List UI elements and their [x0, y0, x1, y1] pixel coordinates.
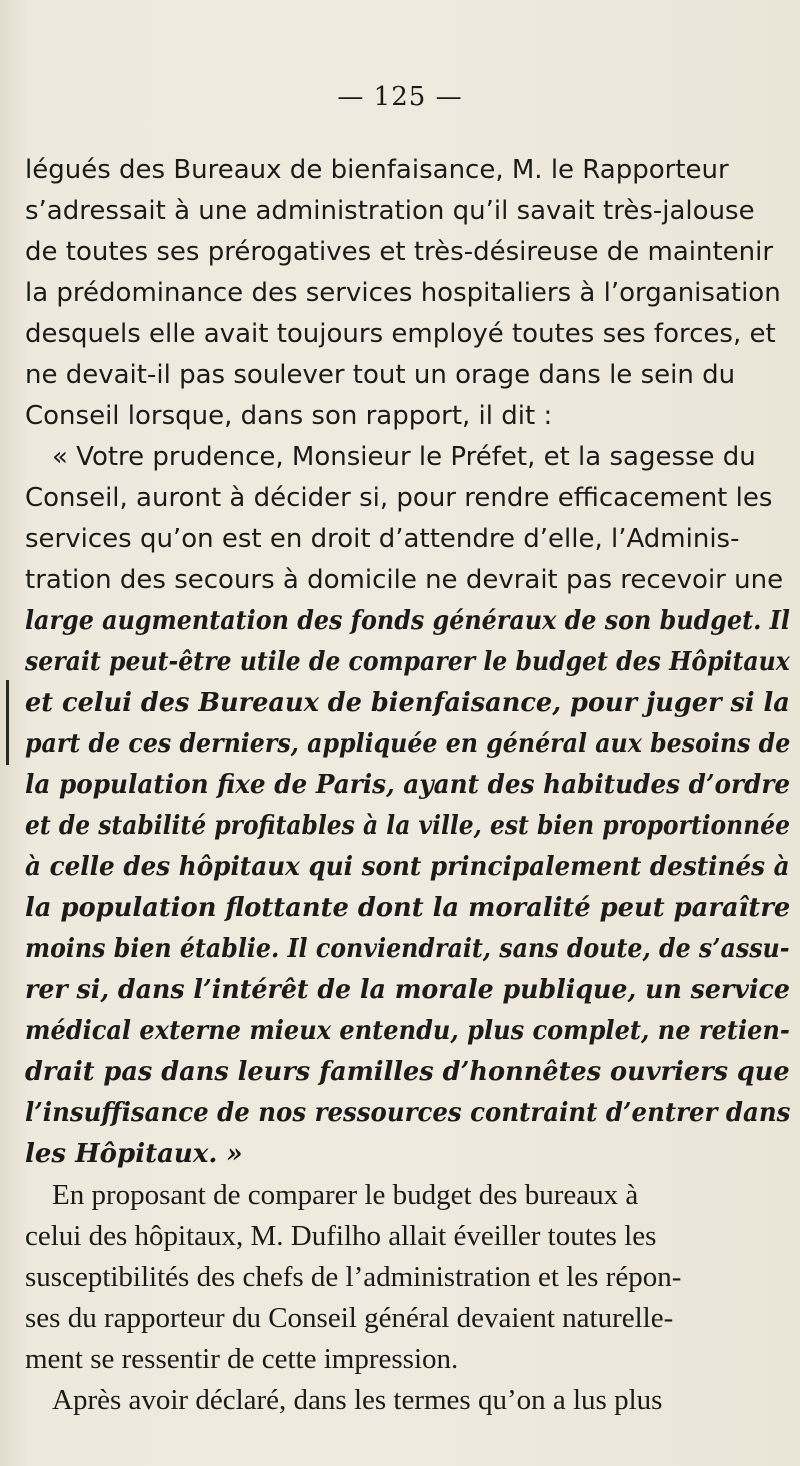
text-line: serait peut-être utile de comparer le budget des Hôpitaux — [25, 647, 790, 677]
text-line: à celle des hôpitaux qui sont principalement destinés à — [25, 852, 790, 882]
text-line: drait pas dans leurs familles d’honnêtes ouvriers que — [25, 1057, 790, 1087]
text-line: de toutes ses prérogatives et très-désireuse de maintenir — [25, 237, 774, 267]
text-line: Conseil lorsque, dans son rapport, il dit : — [25, 401, 553, 431]
text-line: légués des Bureaux de bienfaisance, M. le Rapporteur — [25, 155, 729, 185]
text-line: médical externe mieux entendu, plus complet, ne retien- — [25, 1016, 790, 1046]
text-line: tration des secours à domicile ne devrait pas recevoir une — [25, 565, 784, 595]
text-line: ment se ressentir de cette impression. — [25, 1343, 459, 1375]
text-line: moins bien établie. Il conviendrait, sans doute, de s’assu- — [25, 934, 790, 964]
text-line: celui des hôpitaux, M. Dufilho allait éveiller toutes les — [25, 1220, 657, 1252]
text-line: ne devait-il pas soulever tout un orage dans le sein du — [25, 360, 736, 390]
text-line: ses du rapporteur du Conseil général devaient naturelle- — [25, 1302, 674, 1334]
page-number: — 125 — — [337, 82, 463, 112]
text-line: s’adressait à une administration qu’il savait très-jalouse — [25, 196, 755, 226]
text-line: part de ces derniers, appliquée en général aux besoins de — [25, 729, 791, 759]
margin-rule — [6, 680, 9, 765]
text-line: « Votre prudence, Monsieur le Préfet, et la sagesse du — [52, 442, 756, 472]
text-line: En proposant de comparer le budget des bureaux à — [52, 1179, 639, 1211]
text-line: et celui des Bureaux de bienfaisance, pour juger si la — [25, 688, 790, 718]
text-line: et de stabilité profitables à la ville, est bien proportionnée — [25, 811, 790, 841]
text-line: Après avoir déclaré, dans les termes qu’on a lus plus — [52, 1384, 663, 1416]
text-line: susceptibilités des chefs de l’administration et les répon- — [25, 1261, 682, 1293]
text-line: services qu’on est en droit d’attendre d’elle, l’Adminis- — [25, 524, 740, 554]
text-line: desquels elle avait toujours employé toutes ses forces, et — [25, 319, 776, 349]
text-line: la population fixe de Paris, ayant des habitudes d’ordre — [25, 770, 791, 800]
text-line: large augmentation des fonds généraux de son budget. Il — [25, 606, 790, 636]
text-line: les Hôpitaux. » — [25, 1139, 243, 1169]
text-line: l’insuffisance de nos ressources contraint d’entrer dans — [25, 1098, 791, 1128]
text-line: la prédominance des services hospitaliers à l’organisation — [25, 278, 781, 308]
text-line: Conseil, auront à décider si, pour rendre efficacement les — [25, 483, 773, 513]
text-line: la population flottante dont la moralité peut paraître — [25, 893, 791, 923]
text-line: rer si, dans l’intérêt de la morale publique, un service — [25, 975, 791, 1005]
